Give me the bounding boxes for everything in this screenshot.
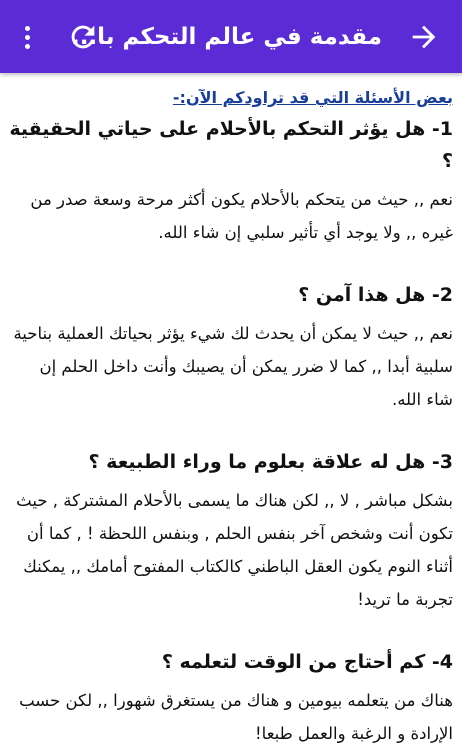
spacer — [8, 616, 453, 644]
answer-4: هناك من يتعلمه بيومين و هناك من يستغرق شهورا ,, لكن حسب الإرادة و الرغبة والعمل طبعا! — [19, 691, 453, 743]
answer-2: نعم ,, حيث لا يمكن أن يحدث لك شيء يؤثر بحياتك العملية بناحية سلبية أبدا ,, كما لا ضرر يمكن أن يصيبك وأنت داخل الحلم إن شاء الله. — [13, 324, 453, 409]
spacer — [8, 249, 453, 277]
question-4: 4- كم أحتاج من الوقت لتعلمه ؟ — [161, 651, 453, 673]
more-vert-icon[interactable] — [12, 22, 42, 52]
spacer — [8, 416, 453, 444]
intro-heading: بعض الأسئلة التي قد تراودكم الآن:- — [172, 88, 453, 107]
page-title: مقدمة في عالم التحكم با... — [70, 24, 382, 50]
question-1: 1- هل يؤثر التحكم بالأحلام على حياتي الحقيقية ؟ — [9, 118, 453, 172]
arrow-forward-icon[interactable] — [404, 20, 444, 54]
app-bar — [0, 0, 462, 73]
question-3: 3- هل له علاقة بعلوم ما وراء الطبيعة ؟ — [88, 451, 453, 473]
answer-3: بشكل مباشر , لا ,, لكن هناك ما يسمى بالأحلام المشتركة , حيث تكون أنت وشخص آخر بنفس الحلم , وبنفس اللحظة ! , كما أن أثناء النوم يكون العقل الباطني كالكتاب المفتوح أمامك ,, يمكنك تجربة ما تريد! — [16, 491, 453, 609]
answer-1: نعم ,, حيث من يتحكم بالأحلام يكون أكثر مرحة وسعة صدر من غيره ,, ولا يوجد أي تأثير سلبي إن شاء الله. — [30, 190, 453, 242]
question-2: 2- هل هذا آمن ؟ — [298, 284, 453, 306]
article-content[interactable] — [0, 73, 462, 743]
